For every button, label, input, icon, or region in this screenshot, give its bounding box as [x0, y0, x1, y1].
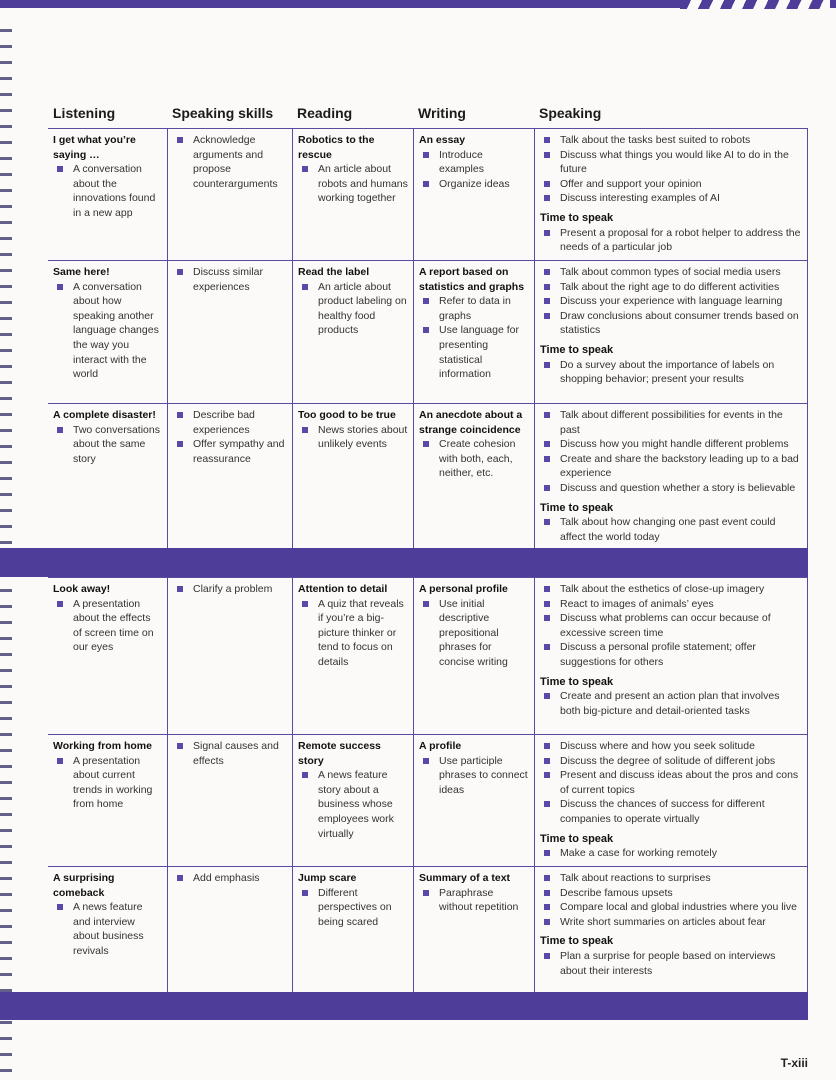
lesson-title: A profile	[419, 740, 462, 752]
lesson-title: Too good to be true	[298, 409, 396, 421]
cell-reading	[292, 129, 413, 260]
cell-reading	[292, 578, 413, 734]
unit-row	[48, 866, 808, 992]
time-to-speak-item: Plan a surprise for people based on interviews about their interests	[540, 949, 802, 978]
lesson-title: A personal profile	[419, 583, 508, 595]
bullet-item: Two conversations about the same story	[53, 423, 162, 467]
bullet-item: Different perspectives on being scared	[298, 886, 408, 930]
cell-speaking	[534, 578, 808, 734]
cell-speaking-skills	[167, 404, 292, 548]
lesson-title: Look away!	[53, 583, 111, 595]
bullet-item: Use participle phrases to connect ideas	[419, 754, 529, 798]
bullet-item: Present and discuss ideas about the pros and cons of current topics	[540, 768, 802, 797]
unit-row	[48, 577, 808, 734]
bullet-item: Talk about the esthetics of close-up imagery	[540, 582, 802, 597]
bullet-item: Refer to data in graphs	[419, 294, 529, 323]
bullet-item: Talk about the tasks best suited to robots	[540, 133, 802, 148]
lesson-title: Working from home	[53, 740, 152, 752]
page-number: T-xiii	[780, 1056, 808, 1070]
bullet-item: Offer sympathy and reassurance	[173, 437, 287, 466]
bullet-item: Create cohesion with both, each, neither, etc.	[419, 437, 529, 481]
bullet-item: Discuss where and how you seek solitude	[540, 739, 802, 754]
column-headers	[48, 105, 808, 127]
cell-listening	[48, 867, 167, 992]
cell-writing	[413, 261, 534, 403]
bullet-item: Create and share the backstory leading up to a bad experience	[540, 452, 802, 481]
bullet-item: A presentation about current trends in working from home	[53, 754, 162, 812]
bullet-item: Write short summaries on articles about fear	[540, 915, 802, 930]
time-to-speak-item: Make a case for working remotely	[540, 846, 802, 861]
bullet-item: Signal causes and effects	[173, 739, 287, 768]
unit-row	[48, 403, 808, 548]
cell-reading	[292, 261, 413, 403]
cell-speaking	[534, 404, 808, 548]
lesson-title: Robotics to the rescue	[298, 134, 375, 161]
bullet-item: A news feature story about a business whose employees work virtually	[298, 768, 408, 841]
time-to-speak-item: Do a survey about the importance of labels on shopping behavior; present your results	[540, 358, 802, 387]
time-to-speak-item: Present a proposal for a robot helper to address the needs of a particular job	[540, 226, 802, 255]
cell-speaking-skills	[167, 735, 292, 866]
bullet-item: Discuss the degree of solitude of different jobs	[540, 754, 802, 769]
lesson-title: An anecdote about a strange coincidence	[419, 409, 523, 436]
lesson-title: A surprising comeback	[53, 872, 115, 899]
header-writing: Writing	[418, 105, 466, 121]
cell-speaking-skills	[167, 261, 292, 403]
bullet-item: Talk about reactions to surprises	[540, 871, 802, 886]
cell-writing	[413, 129, 534, 260]
cell-writing	[413, 404, 534, 548]
bullet-item: News stories about unlikely events	[298, 423, 408, 452]
header-reading: Reading	[297, 105, 353, 121]
lesson-title: Attention to detail	[298, 583, 388, 595]
bullet-item: Compare local and global industries where you live	[540, 900, 802, 915]
bullet-item: Discuss the chances of success for different companies to operate virtually	[540, 797, 802, 826]
cell-listening	[48, 404, 167, 548]
bullet-item: A presentation about the effects of screen time on our eyes	[53, 597, 162, 655]
bullet-item: A conversation about the innovations found in a new app	[53, 162, 162, 220]
cell-speaking-skills	[167, 578, 292, 734]
time-to-speak-item: Talk about how changing one past event could affect the world today	[540, 515, 802, 544]
cell-listening	[48, 735, 167, 866]
bullet-item: Talk about common types of social media users	[540, 265, 802, 280]
bullet-item: Acknowledge arguments and propose counterarguments	[173, 133, 287, 191]
time-to-speak-heading: Time to speak	[540, 935, 614, 948]
bullet-item: Discuss a personal profile statement; offer suggestions for others	[540, 640, 802, 669]
bullet-item: Use language for presenting statistical information	[419, 323, 529, 381]
cell-writing	[413, 578, 534, 734]
bullet-item: Discuss what things you would like AI to do in the future	[540, 148, 802, 177]
lesson-title: A complete disaster!	[53, 409, 156, 421]
lesson-title: I get what you’re saying …	[53, 134, 136, 161]
time-to-speak-heading: Time to speak	[540, 211, 614, 224]
bullet-item: Paraphrase without repetition	[419, 886, 529, 915]
unit-row	[48, 734, 808, 866]
cell-speaking-skills	[167, 867, 292, 992]
section-divider	[0, 548, 808, 577]
bullet-item: Organize ideas	[419, 177, 529, 192]
cell-speaking	[534, 735, 808, 866]
cell-speaking-skills	[167, 129, 292, 260]
bullet-item: A quiz that reveals if you’re a big-picture thinker or tend to focus on details	[298, 597, 408, 670]
lesson-title: Summary of a text	[419, 872, 511, 884]
bullet-item: A news feature and interview about business revivals	[53, 900, 162, 958]
cell-writing	[413, 735, 534, 866]
bullet-item: Add emphasis	[173, 871, 287, 886]
cell-listening	[48, 129, 167, 260]
time-to-speak-heading: Time to speak	[540, 501, 614, 514]
bullet-item: Clarify a problem	[173, 582, 287, 597]
lesson-title: A report based on statistics and graphs	[419, 266, 525, 293]
bullet-item: A conversation about how speaking another language changes the way you interact with the world	[53, 280, 162, 382]
bullet-item: An article about robots and humans working together	[298, 162, 408, 206]
corner-stripes	[680, 0, 830, 9]
header-speaking-skills: Speaking skills	[172, 105, 274, 121]
bullet-item: Describe bad experiences	[173, 408, 287, 437]
bullet-item: Introduce examples	[419, 148, 529, 177]
bullet-item: Talk about different possibilities for events in the past	[540, 408, 802, 437]
bullet-item: Offer and support your opinion	[540, 177, 802, 192]
cell-reading	[292, 404, 413, 548]
lesson-title: Read the label	[298, 266, 370, 278]
bullet-item: Discuss interesting examples of AI	[540, 191, 802, 206]
bullet-item: Discuss similar experiences	[173, 265, 287, 294]
bullet-item: Use initial descriptive prepositional phrases for concise writing	[419, 597, 529, 670]
bullet-item: Draw conclusions about consumer trends based on statistics	[540, 309, 802, 338]
cell-writing	[413, 867, 534, 992]
time-to-speak-heading: Time to speak	[540, 675, 614, 688]
bullet-item: Discuss your experience with language learning	[540, 294, 802, 309]
time-to-speak-heading: Time to speak	[540, 832, 614, 845]
header-listening: Listening	[53, 105, 116, 121]
bullet-item: React to images of animals’ eyes	[540, 597, 802, 612]
bullet-item: An article about product labeling on healthy food products	[298, 280, 408, 338]
header-speaking: Speaking	[539, 105, 602, 121]
cell-listening	[48, 578, 167, 734]
lesson-title: Same here!	[53, 266, 110, 278]
unit-row	[48, 260, 808, 403]
cell-reading	[292, 867, 413, 992]
lesson-title: Jump scare	[298, 872, 357, 884]
lesson-title: An essay	[419, 134, 466, 146]
bullet-item: Discuss how you might handle different problems	[540, 437, 802, 452]
unit-row	[48, 128, 808, 260]
cell-speaking	[534, 261, 808, 403]
bullet-item: Talk about the right age to do different activities	[540, 280, 802, 295]
time-to-speak-item: Create and present an action plan that involves both big-picture and detail-oriented tasks	[540, 689, 802, 718]
cell-speaking	[534, 129, 808, 260]
cell-reading	[292, 735, 413, 866]
bullet-item: Discuss and question whether a story is believable	[540, 481, 802, 496]
bullet-item: Discuss what problems can occur because of excessive screen time	[540, 611, 802, 640]
bottom-band	[0, 992, 808, 1020]
lesson-title: Remote success story	[298, 740, 381, 767]
cell-listening	[48, 261, 167, 403]
time-to-speak-heading: Time to speak	[540, 343, 614, 356]
bullet-item: Describe famous upsets	[540, 886, 802, 901]
cell-speaking	[534, 867, 808, 992]
